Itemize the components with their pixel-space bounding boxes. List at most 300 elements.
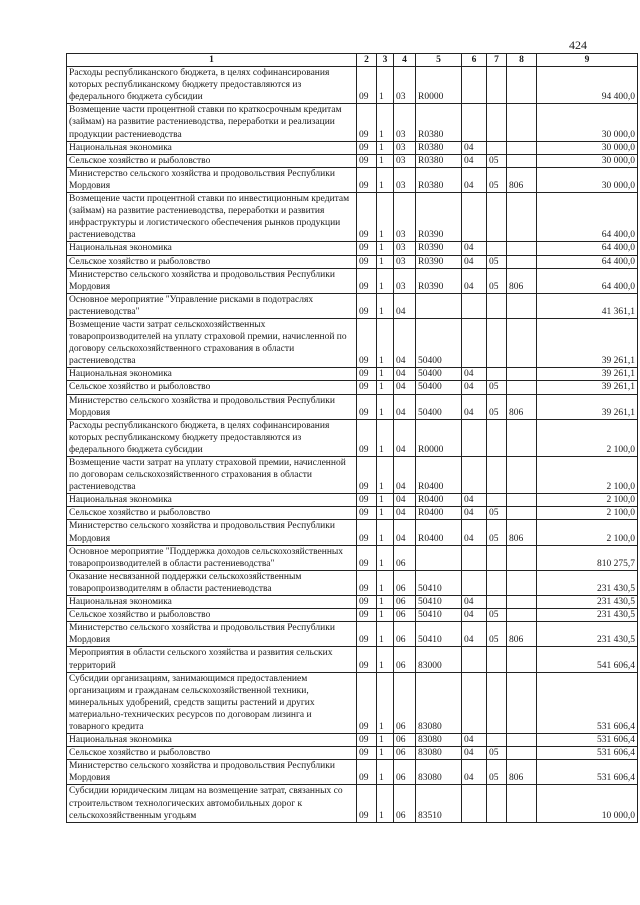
amount-cell: 10 000,0 [537,785,638,822]
code-cell [507,242,537,255]
code-cell [462,570,487,595]
code-cell: 05 [487,167,507,192]
expense-name-cell: Сельское хозяйство и рыболовство [67,747,357,760]
code-cell: 05 [487,154,507,167]
expense-name-cell: Сельское хозяйство и рыболовство [67,609,357,622]
code-cell: 04 [462,507,487,520]
code-cell: 50400 [416,368,462,381]
table-row [67,368,638,381]
code-cell: 05 [487,381,507,394]
amount-cell: 2 100,0 [537,520,638,545]
code-cell: 50410 [416,570,462,595]
code-cell: R0400 [416,507,462,520]
code-cell: 1 [377,785,394,822]
code-cell: 04 [394,457,416,494]
code-cell [507,318,537,367]
code-cell: R0400 [416,457,462,494]
code-cell: R0000 [416,67,462,104]
code-cell [462,457,487,494]
code-cell: 09 [357,785,377,822]
expense-name-cell: Сельское хозяйство и рыболовство [67,255,357,268]
amount-cell: 2 100,0 [537,419,638,456]
amount-cell: 64 400,0 [537,268,638,293]
code-cell: 04 [462,141,487,154]
code-cell [487,141,507,154]
code-cell [507,255,537,268]
code-cell [462,419,487,456]
table-row [67,419,638,456]
header-cell: 1 [67,54,357,67]
expense-name-cell: Расходы республиканского бюджета, в целях софинансирования которых республиканскому бюджету предоставляются из федерального бюджета субсидии [67,67,357,104]
code-cell [507,104,537,141]
table-row [67,242,638,255]
code-cell [487,734,507,747]
code-cell [507,747,537,760]
expense-name-cell: Оказание несвязанной поддержки сельскохозяйственным товаропроизводителям в области растениеводства [67,570,357,595]
amount-cell: 30 000,0 [537,167,638,192]
code-cell: R0380 [416,104,462,141]
expense-name-cell: Расходы республиканского бюджета, в целях софинансирования которых республиканскому бюджету предоставляются из федерального бюджета субсидии [67,419,357,456]
code-cell: 06 [394,570,416,595]
code-cell: 04 [462,734,487,747]
code-cell: 04 [462,596,487,609]
code-cell: 09 [357,494,377,507]
header-cell: 5 [416,54,462,67]
amount-cell: 531 606,4 [537,760,638,785]
code-cell: 1 [377,67,394,104]
code-cell: 83080 [416,734,462,747]
expense-name-cell: Возмещение части процентной ставки по инвестиционным кредитам (займам) на развитие растениеводства, переработки и развития инфраструктуры и логистического обеспечения рынков продукции растениеводства [67,193,357,242]
expense-name-cell: Возмещение части затрат на уплату страховой премии, начисленной по договорам сельскохозяйственного страхования в области растениеводства [67,457,357,494]
header-cell: 6 [462,54,487,67]
amount-cell: 39 261,1 [537,381,638,394]
code-cell: 09 [357,193,377,242]
code-cell: 03 [394,167,416,192]
code-cell [462,293,487,318]
code-cell: 06 [394,747,416,760]
code-cell: 04 [394,318,416,367]
table-row [67,394,638,419]
code-cell [507,609,537,622]
expense-name-cell: Субсидии организациям, занимающимся предоставлением организациям и гражданам сельскохозяйственной техники, минеральных удобрений, средств защиты растений и других материально-технических ресурсов по договорам лизинга и товарного кредита [67,672,357,733]
code-cell: 04 [462,622,487,647]
code-cell: R0400 [416,520,462,545]
code-cell [487,494,507,507]
amount-cell: 64 400,0 [537,255,638,268]
code-cell [487,368,507,381]
code-cell [507,596,537,609]
code-cell: 09 [357,734,377,747]
code-cell: 1 [377,167,394,192]
expense-name-cell: Министерство сельского хозяйства и продовольствия Республики Мордовия [67,760,357,785]
code-cell: 04 [462,268,487,293]
table-row [67,760,638,785]
table-header-row [67,54,638,67]
code-cell: 06 [394,785,416,822]
amount-cell: 2 100,0 [537,507,638,520]
expense-name-cell: Национальная экономика [67,368,357,381]
expense-name-cell: Сельское хозяйство и рыболовство [67,154,357,167]
expense-name-cell: Сельское хозяйство и рыболовство [67,381,357,394]
expense-name-cell: Национальная экономика [67,494,357,507]
code-cell [507,154,537,167]
code-cell: 04 [394,368,416,381]
code-cell [507,381,537,394]
code-cell: 50400 [416,381,462,394]
code-cell [416,293,462,318]
code-cell: 03 [394,255,416,268]
code-cell: 1 [377,734,394,747]
code-cell: 806 [507,520,537,545]
code-cell: R0390 [416,193,462,242]
table-row [67,520,638,545]
code-cell [507,647,537,672]
code-cell: 50400 [416,394,462,419]
code-cell: 09 [357,381,377,394]
code-cell: 50410 [416,609,462,622]
table-row [67,622,638,647]
code-cell: 09 [357,457,377,494]
amount-cell: 2 100,0 [537,457,638,494]
code-cell: 03 [394,154,416,167]
code-cell: 09 [357,293,377,318]
code-cell: 04 [462,609,487,622]
table-row [67,104,638,141]
code-cell [487,242,507,255]
code-cell [462,67,487,104]
code-cell: 04 [462,760,487,785]
code-cell: 06 [394,545,416,570]
table-row [67,734,638,747]
code-cell: 05 [487,520,507,545]
code-cell: 09 [357,141,377,154]
amount-cell: 231 430,5 [537,596,638,609]
code-cell: 05 [487,609,507,622]
code-cell: 1 [377,242,394,255]
code-cell [462,672,487,733]
code-cell: R0400 [416,494,462,507]
amount-cell: 64 400,0 [537,242,638,255]
code-cell [462,545,487,570]
code-cell: 1 [377,104,394,141]
code-cell: R0390 [416,242,462,255]
code-cell: 03 [394,268,416,293]
expense-name-cell: Основное мероприятие "Управление рисками в подотраслях растениеводства" [67,293,357,318]
table-row [67,570,638,595]
code-cell: 04 [394,381,416,394]
table-row [67,507,638,520]
expense-name-cell: Возмещение части затрат сельскохозяйственных товаропроизводителей на уплату страховой премии, начисленной по договору сельскохозяйственного страхования в области растениеводства [67,318,357,367]
code-cell: R0000 [416,419,462,456]
amount-cell: 39 261,1 [537,368,638,381]
amount-cell: 231 430,5 [537,622,638,647]
code-cell: 04 [462,520,487,545]
code-cell [507,507,537,520]
code-cell: 1 [377,545,394,570]
code-cell: 04 [462,255,487,268]
code-cell: 05 [487,760,507,785]
code-cell: 50410 [416,622,462,647]
table-row [67,672,638,733]
code-cell [416,545,462,570]
amount-cell: 64 400,0 [537,193,638,242]
code-cell: 1 [377,507,394,520]
code-cell: 05 [487,268,507,293]
code-cell [507,293,537,318]
expense-name-cell: Субсидии юридическим лицам на возмещение затрат, связанных со строительством технологических автомобильных дорог к сельскохозяйственным угодьям [67,785,357,822]
table-row [67,545,638,570]
header-cell: 8 [507,54,537,67]
code-cell: 03 [394,141,416,154]
code-cell [507,368,537,381]
code-cell: 03 [394,242,416,255]
code-cell [462,318,487,367]
code-cell [487,318,507,367]
code-cell: 05 [487,394,507,419]
code-cell: R0390 [416,255,462,268]
expense-name-cell: Возмещение части процентной ставки по краткосрочным кредитам (займам) на развитие растениеводства, переработки и реализации продукции растениеводства [67,104,357,141]
table-row [67,318,638,367]
code-cell: 1 [377,419,394,456]
code-cell [462,193,487,242]
code-cell: 03 [394,193,416,242]
code-cell: 05 [487,507,507,520]
expense-name-cell: Сельское хозяйство и рыболовство [67,507,357,520]
code-cell: 1 [377,672,394,733]
table-row [67,167,638,192]
expense-name-cell: Министерство сельского хозяйства и продовольствия Республики Мордовия [67,268,357,293]
code-cell: 09 [357,255,377,268]
code-cell: R0380 [416,154,462,167]
code-cell: 09 [357,318,377,367]
code-cell [462,785,487,822]
code-cell: 83510 [416,785,462,822]
code-cell: 09 [357,67,377,104]
table-row [67,785,638,822]
amount-cell: 2 100,0 [537,494,638,507]
code-cell: 09 [357,596,377,609]
code-cell: R0380 [416,167,462,192]
code-cell: 04 [462,242,487,255]
code-cell: 06 [394,596,416,609]
code-cell: 1 [377,647,394,672]
code-cell: 09 [357,394,377,419]
code-cell [487,545,507,570]
code-cell: 04 [394,494,416,507]
header-cell: 3 [377,54,394,67]
code-cell [487,596,507,609]
amount-cell: 39 261,1 [537,394,638,419]
code-cell: 09 [357,167,377,192]
code-cell [507,785,537,822]
page-number: 424 [569,38,587,52]
code-cell [507,457,537,494]
table-row [67,747,638,760]
code-cell [487,647,507,672]
amount-cell: 30 000,0 [537,154,638,167]
table-row [67,647,638,672]
table-row [67,457,638,494]
code-cell [507,193,537,242]
code-cell: 83080 [416,747,462,760]
code-cell: 04 [394,394,416,419]
expense-name-cell: Министерство сельского хозяйства и продовольствия Республики Мордовия [67,394,357,419]
expense-name-cell: Мероприятия в области сельского хозяйства и развития сельских территорий [67,647,357,672]
code-cell: 1 [377,154,394,167]
code-cell: 06 [394,609,416,622]
code-cell: 04 [462,747,487,760]
code-cell: 09 [357,104,377,141]
code-cell: 1 [377,193,394,242]
code-cell [487,457,507,494]
amount-cell: 231 430,5 [537,609,638,622]
amount-cell: 41 361,1 [537,293,638,318]
code-cell: 1 [377,609,394,622]
code-cell: 50410 [416,596,462,609]
code-cell: 05 [487,255,507,268]
amount-cell: 231 430,5 [537,570,638,595]
code-cell: 1 [377,520,394,545]
code-cell: 03 [394,104,416,141]
expense-name-cell: Национальная экономика [67,596,357,609]
amount-cell: 531 606,4 [537,672,638,733]
expense-name-cell: Министерство сельского хозяйства и продовольствия Республики Мордовия [67,167,357,192]
code-cell [487,67,507,104]
code-cell: 09 [357,609,377,622]
amount-cell: 94 400,0 [537,67,638,104]
code-cell: 09 [357,672,377,733]
amount-cell: 30 000,0 [537,141,638,154]
amount-cell: 541 606,4 [537,647,638,672]
code-cell: 04 [462,167,487,192]
code-cell: 1 [377,394,394,419]
code-cell: 06 [394,672,416,733]
code-cell: 09 [357,242,377,255]
code-cell: 806 [507,268,537,293]
code-cell [462,647,487,672]
code-cell: 1 [377,268,394,293]
amount-cell: 810 275,7 [537,545,638,570]
code-cell: 09 [357,268,377,293]
amount-cell: 531 606,4 [537,734,638,747]
header-cell: 7 [487,54,507,67]
amount-cell: 531 606,4 [537,747,638,760]
code-cell [507,141,537,154]
code-cell: 04 [462,368,487,381]
header-cell: 4 [394,54,416,67]
table-row [67,268,638,293]
code-cell: 806 [507,760,537,785]
table-row [67,609,638,622]
expense-name-cell: Национальная экономика [67,141,357,154]
code-cell: 05 [487,622,507,647]
code-cell: 09 [357,747,377,760]
code-cell: 09 [357,760,377,785]
code-cell: 806 [507,622,537,647]
code-cell: 09 [357,647,377,672]
code-cell [487,193,507,242]
table-row [67,67,638,104]
code-cell: 09 [357,545,377,570]
code-cell: 06 [394,760,416,785]
code-cell: 04 [462,154,487,167]
table-row [67,255,638,268]
code-cell: 04 [394,520,416,545]
code-cell: 1 [377,141,394,154]
code-cell: 83080 [416,672,462,733]
code-cell: 03 [394,67,416,104]
amount-cell: 30 000,0 [537,104,638,141]
code-cell: 1 [377,318,394,367]
code-cell: 09 [357,419,377,456]
budget-table [66,53,638,823]
code-cell: R0380 [416,141,462,154]
code-cell: 1 [377,293,394,318]
code-cell: 04 [462,381,487,394]
code-cell: 09 [357,570,377,595]
header-cell: 2 [357,54,377,67]
code-cell: 04 [394,293,416,318]
expense-name-cell: Основное мероприятие "Поддержка доходов сельскохозяйственных товаропроизводителей в области растениеводства" [67,545,357,570]
code-cell: 1 [377,747,394,760]
code-cell: 1 [377,368,394,381]
code-cell [507,570,537,595]
code-cell: 09 [357,520,377,545]
expense-name-cell: Национальная экономика [67,734,357,747]
code-cell: 1 [377,255,394,268]
code-cell: 06 [394,647,416,672]
code-cell: 1 [377,760,394,785]
code-cell [487,785,507,822]
code-cell [507,419,537,456]
code-cell: 83080 [416,760,462,785]
table-row [67,381,638,394]
code-cell: 1 [377,381,394,394]
table-row [67,596,638,609]
code-cell [487,419,507,456]
code-cell: 04 [462,394,487,419]
expense-name-cell: Министерство сельского хозяйства и продовольствия Республики Мордовия [67,520,357,545]
amount-cell: 39 261,1 [537,318,638,367]
table-row [67,293,638,318]
code-cell [487,293,507,318]
code-cell [507,734,537,747]
code-cell: 04 [462,494,487,507]
code-cell: 50400 [416,318,462,367]
code-cell: 1 [377,494,394,507]
table-row [67,154,638,167]
code-cell: R0390 [416,268,462,293]
code-cell: 83000 [416,647,462,672]
table-row [67,494,638,507]
code-cell [487,570,507,595]
code-cell: 05 [487,747,507,760]
code-cell: 09 [357,368,377,381]
code-cell: 04 [394,419,416,456]
expense-name-cell: Национальная экономика [67,242,357,255]
code-cell [507,494,537,507]
code-cell: 806 [507,167,537,192]
code-cell: 1 [377,622,394,647]
code-cell: 04 [394,507,416,520]
code-cell: 09 [357,622,377,647]
code-cell [462,104,487,141]
code-cell [507,545,537,570]
header-cell: 9 [537,54,638,67]
code-cell: 09 [357,507,377,520]
code-cell: 09 [357,154,377,167]
table-row [67,141,638,154]
